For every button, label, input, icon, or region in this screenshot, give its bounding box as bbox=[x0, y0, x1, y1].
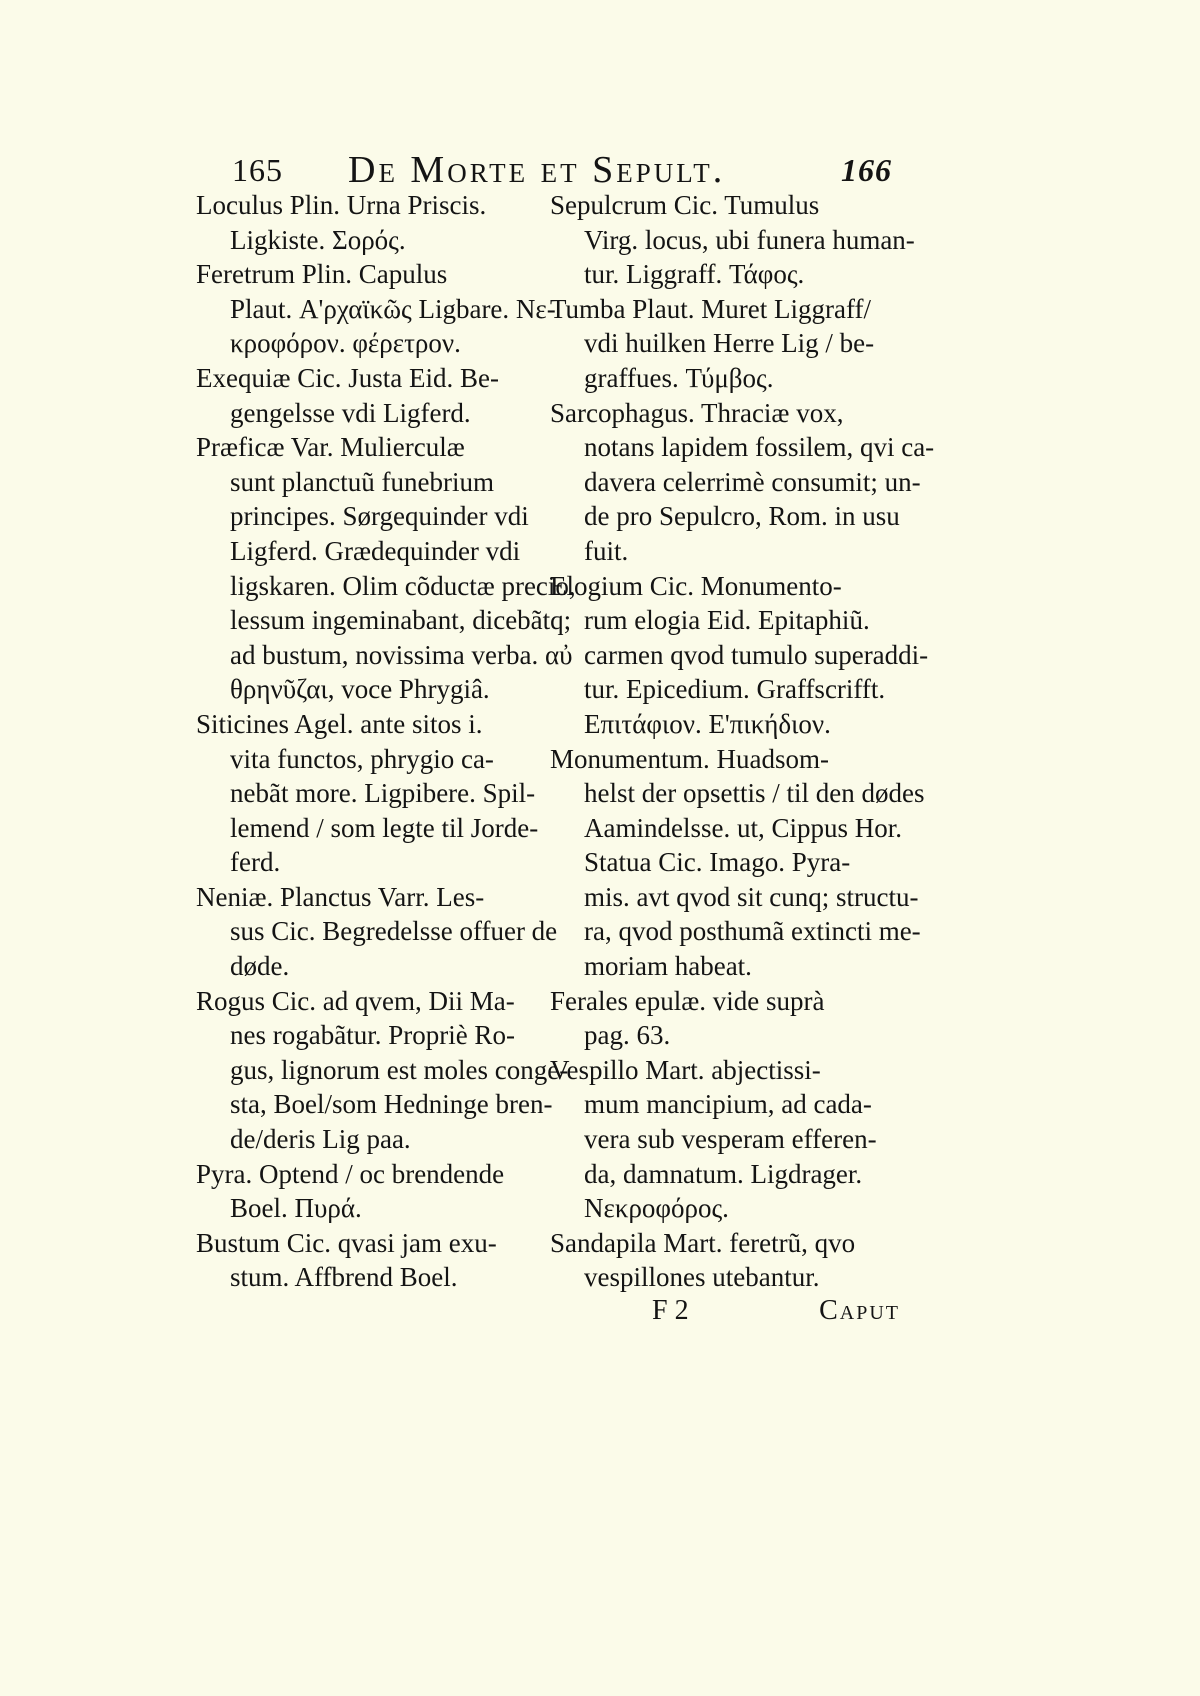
text-line: Sepulcrum Cic. Tumulus bbox=[550, 190, 820, 220]
text-line: sus Cic. Begredelsse offuer de bbox=[230, 916, 558, 947]
text-line: ferd. bbox=[230, 847, 281, 878]
text-line: vdi huilken Herre Lig / be- bbox=[584, 328, 875, 359]
text-line: principes. Sørgequinder vdi bbox=[230, 501, 529, 532]
text-line: Plaut. Α'ρχαϊκῶς Ligbare. Νε- bbox=[230, 293, 556, 324]
text-line: ligskaren. Olim cõductæ precio, bbox=[230, 570, 576, 601]
text-line: Statua Cic. Imago. Pyra- bbox=[584, 847, 851, 878]
text-line: gus, lignorum est moles conge- bbox=[230, 1054, 569, 1085]
text-line: θρηνῦζαι, voce Phrygiâ. bbox=[230, 674, 490, 705]
text-line: stum. Affbrend Boel. bbox=[230, 1262, 458, 1293]
text-line: Monumentum. Huadsom- bbox=[550, 743, 829, 774]
text-line: de/deris Lig paa. bbox=[230, 1124, 411, 1155]
text-line: notans lapidem fossilem, qvi ca- bbox=[584, 432, 935, 463]
text-line: Exequiæ Cic. Justa Eid. Be- bbox=[196, 362, 499, 393]
text-line: Præficæ Var. Mulierculæ bbox=[196, 432, 465, 463]
text-line: ad bustum, novissima verba. αὐ bbox=[230, 639, 573, 670]
page-number-left: 165 bbox=[232, 152, 283, 188]
text-line: tur. Epicedium. Graffscrifft. bbox=[584, 674, 886, 705]
text-line: Tumba Plaut. Muret Liggraff/ bbox=[550, 293, 871, 324]
text-line: Virg. locus, ubi funera human- bbox=[584, 224, 915, 255]
text-line: Boel. Πυρά. bbox=[230, 1193, 362, 1224]
text-line: lessum ingeminabant, dicebãtq; bbox=[230, 605, 572, 636]
text-line: Νεκροφόρος. bbox=[584, 1193, 729, 1224]
text-line: Aamindelsse. ut, Cippus Hor. bbox=[584, 812, 902, 843]
text-line: lemend / som legte til Jorde- bbox=[230, 812, 539, 843]
text-line: vera sub vesperam efferen- bbox=[584, 1124, 877, 1155]
text-line: da, damnatum. Ligdrager. bbox=[584, 1158, 863, 1189]
text-line: Ferales epulæ. vide suprà bbox=[550, 985, 825, 1016]
text-line: Elogium Cic. Monumento- bbox=[550, 570, 842, 601]
text-line: carmen qvod tumulo superaddi- bbox=[584, 639, 929, 670]
text-line: tur. Liggraff. Τάφος. bbox=[584, 259, 805, 290]
text-line: Loculus Plin. Urna Priscis. bbox=[196, 190, 487, 220]
page-footer bbox=[640, 1295, 900, 1335]
left-column bbox=[196, 188, 576, 1295]
page-number-right: 166 bbox=[841, 152, 892, 188]
text-line: mis. avt qvod sit cunq; structu- bbox=[584, 881, 919, 912]
text-line: Sarcophagus. Thraciæ vox, bbox=[550, 397, 844, 428]
text-line: nebãt more. Ligpibere. Spil- bbox=[230, 778, 536, 809]
text-line: Neniæ. Planctus Varr. Les- bbox=[196, 881, 485, 912]
text-line: Rogus Cic. ad qvem, Dii Ma- bbox=[196, 985, 515, 1016]
text-line: mum mancipium, ad cada- bbox=[584, 1089, 872, 1120]
text-line: helst der opsettis / til den dødes bbox=[584, 778, 925, 809]
text-line: Vespillo Mart. abjectissi- bbox=[550, 1054, 821, 1085]
text-line: døde. bbox=[230, 951, 290, 982]
text-line: nes rogabãtur. Propriè Ro- bbox=[230, 1020, 515, 1051]
text-line: de pro Sepulcro, Rom. in usu bbox=[584, 501, 900, 532]
text-line: fuit. bbox=[584, 535, 629, 566]
text-line: sta, Boel/som Hedninge bren- bbox=[230, 1089, 553, 1120]
text-line: κροφόρον. φέρετρον. bbox=[230, 328, 461, 359]
text-line: Ligkiste. Σορός. bbox=[230, 224, 406, 255]
signature-mark: F 2 bbox=[652, 1295, 689, 1326]
text-line: Bustum Cic. qvasi jam exu- bbox=[196, 1227, 497, 1258]
text-line: Ligferd. Grædequinder vdi bbox=[230, 535, 521, 566]
text-line: sunt planctuũ funebrium bbox=[230, 466, 494, 497]
text-line: davera celerrimè consumit; un- bbox=[584, 466, 921, 497]
right-column bbox=[550, 188, 935, 1295]
text-line: graffues. Τύμβος. bbox=[584, 362, 774, 393]
text-line: Sandapila Mart. feretrũ, qvo bbox=[550, 1227, 856, 1258]
text-line: pag. 63. bbox=[584, 1020, 671, 1051]
text-line: vespillones utebantur. bbox=[584, 1262, 820, 1293]
text-line: ra, qvod posthumã extincti me- bbox=[584, 916, 921, 947]
text-line: moriam habeat. bbox=[584, 951, 752, 982]
text-line: Feretrum Plin. Capulus bbox=[196, 259, 448, 290]
text-line: vita functos, phrygio ca- bbox=[230, 743, 494, 774]
text-line: gengelsse vdi Ligferd. bbox=[230, 397, 471, 428]
text-line: Επιτάφιον. Ε'πικήδιον. bbox=[584, 708, 831, 739]
text-line: Pyra. Optend / oc brendende bbox=[196, 1158, 505, 1189]
running-title: De Morte et Sepult. bbox=[348, 149, 726, 191]
text-line: Siticines Agel. ante sitos i. bbox=[196, 708, 483, 739]
text-line: rum elogia Eid. Epitaphiũ. bbox=[584, 605, 870, 636]
catchword: Caput bbox=[819, 1295, 900, 1326]
